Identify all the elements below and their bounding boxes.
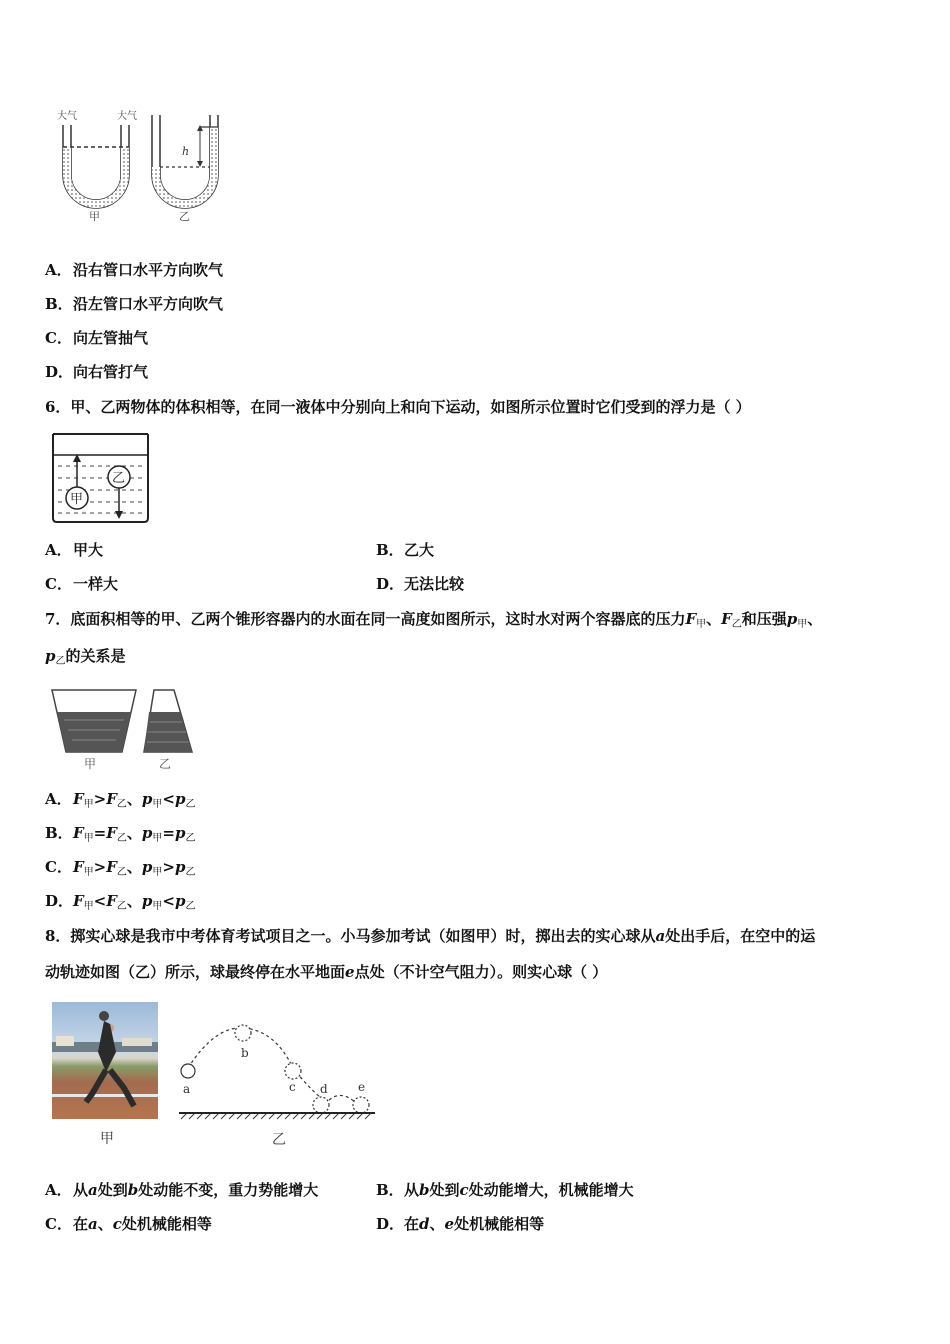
subscript-label: 乙 <box>116 833 127 844</box>
variable-symbol: F <box>106 790 117 808</box>
q7-option-d[interactable] <box>45 891 195 917</box>
q8-point-c: c <box>289 1080 296 1094</box>
option-text: 向左管抽气 <box>73 329 149 347</box>
q8-cap-yi: 乙 <box>272 1132 286 1148</box>
q5-label-right: 大气 <box>117 111 137 122</box>
variable-symbol: p <box>141 858 153 876</box>
text-fragment: 的关系是 <box>65 647 126 665</box>
option-key: A． <box>45 261 72 279</box>
text-fragment: 在 <box>73 1215 89 1233</box>
q8-point-b: b <box>241 1046 249 1060</box>
text-fragment: 、 <box>807 610 823 628</box>
variable-symbol: c <box>112 1215 122 1233</box>
variable-symbol: F <box>73 858 84 876</box>
text-fragment: C． <box>45 1215 72 1233</box>
variable-symbol: a <box>88 1181 98 1199</box>
variable-symbol: e <box>444 1215 455 1233</box>
text-fragment: 点处（不计空气阻力）。则实心球（ ） <box>354 963 608 981</box>
q6-option-c[interactable] <box>45 574 118 594</box>
text-fragment: 、 <box>706 610 722 628</box>
subscript-label: 乙 <box>185 901 196 912</box>
text-fragment: 处机械能相等 <box>121 1215 212 1233</box>
text-fragment: 、 <box>126 824 142 842</box>
text-fragment: D． <box>376 1215 405 1233</box>
subscript-label: 乙 <box>55 656 66 667</box>
variable-symbol: b <box>419 1181 430 1199</box>
q7-stem-line2 <box>45 646 126 672</box>
option-text: 向右管打气 <box>73 363 149 381</box>
option-key: C． <box>45 575 72 593</box>
q5-option-b[interactable] <box>45 294 223 314</box>
variable-symbol: c <box>459 1181 469 1199</box>
variable-symbol: F <box>73 892 84 910</box>
text-fragment: C． <box>45 858 72 876</box>
subscript-label: 甲 <box>152 867 163 878</box>
variable-symbol: p <box>174 824 186 842</box>
variable-symbol: a <box>655 927 666 945</box>
q6-option-d[interactable] <box>376 574 464 594</box>
cone-containers-figure <box>50 688 210 774</box>
subscript-label: 乙 <box>116 799 127 810</box>
text-fragment: 在 <box>404 1215 420 1233</box>
variable-symbol: p <box>141 892 153 910</box>
subscript-label: 乙 <box>185 799 196 810</box>
text-fragment: > <box>93 790 107 808</box>
option-key: C． <box>45 329 72 347</box>
q8-option-a[interactable] <box>45 1180 318 1200</box>
q6-stem: 6．甲、乙两物体的体积相等，在同一液体中分别向上和向下运动，如图所示位置时它们受到的浮力是（ ） <box>45 398 751 416</box>
text-fragment: A． <box>45 1181 72 1199</box>
text-fragment: 处出手后，在空中的运 <box>665 927 816 945</box>
q5-cap-yi: 乙 <box>179 210 190 223</box>
option-key: B． <box>45 295 73 313</box>
variable-symbol: F <box>106 858 117 876</box>
option-key: A． <box>45 541 72 559</box>
subscript-label: 乙 <box>185 867 196 878</box>
variable-symbol: a <box>88 1215 98 1233</box>
variable-symbol: p <box>786 610 798 628</box>
text-fragment: 从 <box>404 1181 420 1199</box>
q8-option-b[interactable] <box>376 1180 634 1200</box>
text-fragment: 、 <box>429 1215 445 1233</box>
text-fragment: 8．掷实心球是我市中考体育考试项目之一。小马参加考试（如图甲）时，掷出去的实心球从 <box>45 927 656 945</box>
variable-symbol: F <box>721 610 732 628</box>
option-text: 沿左管口水平方向吹气 <box>73 295 224 313</box>
text-fragment: D． <box>45 892 74 910</box>
text-fragment: 处到 <box>97 1181 128 1199</box>
variable-symbol: d <box>419 1215 430 1233</box>
variable-symbol: p <box>141 824 153 842</box>
q5-label-left: 大气 <box>57 111 77 122</box>
variable-symbol: p <box>174 892 186 910</box>
subscript-label: 甲 <box>83 799 94 810</box>
q6-ball-yi: 乙 <box>112 471 126 486</box>
subscript-label: 乙 <box>731 619 742 630</box>
q5-h-label: h <box>182 145 190 158</box>
variable-symbol: p <box>141 790 153 808</box>
q7-cap-jia: 甲 <box>84 757 97 771</box>
subscript-label: 乙 <box>185 833 196 844</box>
option-text: 无法比较 <box>404 575 465 593</box>
text-fragment: > <box>162 858 175 876</box>
text-fragment: = <box>93 824 107 842</box>
shot-put-photo <box>52 1002 158 1119</box>
text-fragment: 和压强 <box>741 610 787 628</box>
q5-option-a[interactable] <box>45 260 223 280</box>
text-fragment: = <box>162 824 175 842</box>
subscript-label: 乙 <box>116 901 127 912</box>
text-fragment: < <box>93 892 107 910</box>
buoyancy-figure <box>50 430 152 526</box>
u-tube-figure <box>55 105 235 225</box>
variable-symbol: F <box>685 610 697 628</box>
variable-symbol: e <box>345 963 355 981</box>
subscript-label: 甲 <box>152 799 163 810</box>
subscript-label: 甲 <box>696 619 707 630</box>
text-fragment: 、 <box>126 790 142 808</box>
text-fragment: 7．底面积相等的甲、乙两个锥形容器内的水面在同一高度如图所示，这时水对两个容器底的压力 <box>45 610 686 628</box>
q7-option-a[interactable] <box>45 789 195 815</box>
option-text: 乙大 <box>404 541 435 559</box>
q6-ball-jia: 甲 <box>70 492 84 507</box>
q5-option-d[interactable] <box>45 362 148 382</box>
q8-point-e: e <box>358 1080 366 1094</box>
text-fragment: < <box>162 892 175 910</box>
q8-option-d[interactable] <box>376 1214 544 1234</box>
q5-option-c[interactable] <box>45 328 148 348</box>
text-fragment: 从 <box>73 1181 89 1199</box>
q8-point-d: d <box>320 1082 328 1096</box>
text-fragment: 处动能不变，重力势能增大 <box>138 1181 319 1199</box>
q7-cap-yi: 乙 <box>159 757 172 771</box>
text-fragment: 、 <box>126 892 142 910</box>
q5-cap-jia: 甲 <box>89 210 100 223</box>
variable-symbol: p <box>174 858 186 876</box>
q7-stem-line1 <box>45 609 822 635</box>
text-fragment: > <box>93 858 107 876</box>
q8-point-a: a <box>183 1082 191 1096</box>
q7-option-b[interactable] <box>45 823 195 849</box>
q8-stem-line2 <box>45 962 607 982</box>
text-fragment: 、 <box>97 1215 113 1233</box>
variable-symbol: F <box>106 892 117 910</box>
q8-stem-line1 <box>45 926 815 946</box>
text-fragment: A． <box>45 790 72 808</box>
text-fragment: B． <box>45 824 73 842</box>
variable-symbol: p <box>174 790 186 808</box>
text-fragment: B． <box>376 1181 404 1199</box>
subscript-label: 甲 <box>797 619 808 630</box>
q8-option-c[interactable] <box>45 1214 212 1234</box>
q7-option-c[interactable] <box>45 857 195 883</box>
text-fragment: 处机械能相等 <box>454 1215 545 1233</box>
text-fragment: 、 <box>126 858 142 876</box>
trajectory-figure <box>175 1020 380 1150</box>
q6-option-b[interactable] <box>376 540 434 560</box>
option-key: D． <box>376 575 405 593</box>
subscript-label: 甲 <box>83 867 94 878</box>
subscript-label: 甲 <box>152 833 163 844</box>
subscript-label: 甲 <box>83 833 94 844</box>
text-fragment: 处到 <box>429 1181 460 1199</box>
subscript-label: 乙 <box>116 867 127 878</box>
option-key: B． <box>376 541 404 559</box>
option-text: 沿右管口水平方向吹气 <box>73 261 224 279</box>
option-key: D． <box>45 363 74 381</box>
text-fragment: < <box>162 790 175 808</box>
subscript-label: 甲 <box>152 901 163 912</box>
variable-symbol: F <box>106 824 117 842</box>
subscript-label: 甲 <box>83 901 94 912</box>
option-text: 甲大 <box>73 541 104 559</box>
q8-cap-jia: 甲 <box>100 1131 114 1147</box>
variable-symbol: b <box>127 1181 139 1199</box>
variable-symbol: p <box>45 647 56 665</box>
q6-option-a[interactable] <box>45 540 103 560</box>
option-text: 一样大 <box>73 575 119 593</box>
text-fragment: 处动能增大，机械能增大 <box>468 1181 634 1199</box>
variable-symbol: F <box>73 790 84 808</box>
variable-symbol: F <box>73 824 84 842</box>
text-fragment: 动轨迹如图（乙）所示，球最终停在水平地面 <box>45 963 346 981</box>
